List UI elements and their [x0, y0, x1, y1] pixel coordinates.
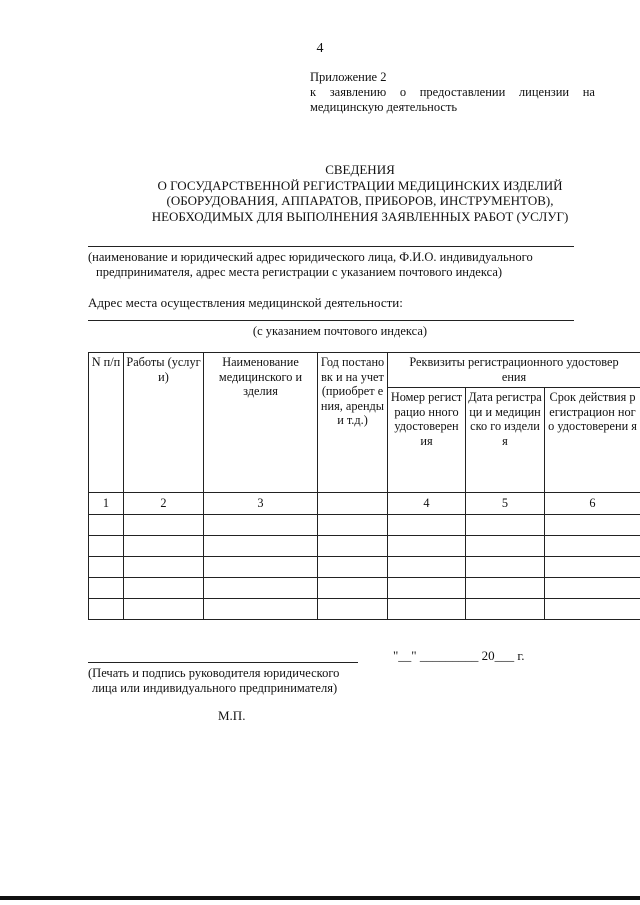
page-bottom-edge: [0, 896, 640, 900]
appendix-subtitle-line: [310, 85, 595, 100]
header-reg-number: Номер регистрацио нного удостоверен ия: [388, 388, 466, 493]
table-header-row: [89, 353, 640, 388]
appendix-word: заявлению: [329, 85, 387, 99]
table-cell[interactable]: [466, 515, 545, 536]
table-row[interactable]: [89, 515, 640, 536]
table-cell[interactable]: [124, 515, 204, 536]
stamp-label: М.П.: [218, 708, 246, 723]
postal-note: (с указанием почтового индекса): [252, 324, 428, 338]
appendix-word: на: [582, 85, 595, 99]
signature-note-line: лица или индивидуального предпринимателя): [92, 681, 338, 695]
header-validity: Срок действия регистрацион ного удостоверени я: [545, 388, 640, 493]
signature-note-line: (Печать и подпись руководителя юридического: [88, 666, 340, 680]
entity-note-line: предпринимателя, адрес места регистрации с указанием почтового индекса): [96, 265, 503, 279]
table-cell: 6: [545, 493, 640, 515]
table-cell[interactable]: [545, 515, 640, 536]
table-cell[interactable]: [466, 557, 545, 578]
header-works: Работы (услуги): [124, 353, 204, 493]
table-cell[interactable]: [89, 578, 124, 599]
title-line: О ГОСУДАРСТВЕННОЙ РЕГИСТРАЦИИ МЕДИЦИНСКИХ ИЗДЕЛИЙ: [157, 177, 563, 193]
table-cell[interactable]: [89, 599, 124, 620]
table-cell[interactable]: [204, 557, 318, 578]
table-row[interactable]: [89, 599, 640, 620]
table-cell[interactable]: [318, 536, 388, 557]
table-cell[interactable]: [204, 578, 318, 599]
appendix-word: о: [399, 85, 407, 99]
signature-line[interactable]: [88, 662, 358, 663]
table-cell[interactable]: [124, 557, 204, 578]
table-cell[interactable]: [318, 599, 388, 620]
table-cell[interactable]: [388, 515, 466, 536]
appendix-word: предоставлении: [419, 85, 506, 99]
table-cell[interactable]: [466, 536, 545, 557]
appendix-word: к: [310, 85, 317, 99]
table-cell[interactable]: [318, 578, 388, 599]
table-cell: 4: [388, 493, 466, 515]
table-cell[interactable]: [318, 557, 388, 578]
table-cell[interactable]: [388, 536, 466, 557]
table-cell[interactable]: [388, 578, 466, 599]
header-requisites: Реквизиты регистрационного удостоверения: [388, 353, 640, 388]
table-cell[interactable]: [89, 515, 124, 536]
appendix-title: Приложение 2: [310, 70, 387, 84]
table-cell[interactable]: [466, 599, 545, 620]
header-year: Год постановк и на учет (приобрет ения, аренды и т.д.): [318, 353, 388, 493]
table-cell[interactable]: [545, 599, 640, 620]
date-line[interactable]: "__" _________ 20___ г.: [393, 648, 525, 663]
table-cell[interactable]: [124, 599, 204, 620]
header-reg-date: Дата регистраци и медицинско го изделия: [466, 388, 545, 493]
appendix-subtitle-end: медицинскую деятельность: [310, 100, 458, 114]
table-cell[interactable]: [545, 578, 640, 599]
document-title: [80, 162, 640, 224]
table-cell[interactable]: [466, 578, 545, 599]
table-cell[interactable]: [124, 578, 204, 599]
table-cell[interactable]: [89, 557, 124, 578]
page-number: 4: [316, 41, 324, 56]
table-row[interactable]: [89, 578, 640, 599]
table-cell[interactable]: [318, 515, 388, 536]
table-cell[interactable]: [204, 599, 318, 620]
signature-note: [88, 666, 388, 696]
header-num: N п/п: [89, 353, 124, 493]
table-cell[interactable]: [545, 557, 640, 578]
registration-table: [88, 352, 640, 620]
table-cell[interactable]: [204, 536, 318, 557]
address-line[interactable]: [88, 320, 574, 321]
table-cell[interactable]: [388, 599, 466, 620]
table-row[interactable]: [89, 557, 640, 578]
table-cell[interactable]: [89, 536, 124, 557]
table-cell: 2: [124, 493, 204, 515]
table-cell[interactable]: [204, 515, 318, 536]
table-row[interactable]: [89, 536, 640, 557]
table-cell[interactable]: [545, 536, 640, 557]
title-line: НЕОБХОДИМЫХ ДЛЯ ВЫПОЛНЕНИЯ ЗАЯВЛЕННЫХ РАБОТ (УСЛУГ): [151, 208, 569, 224]
appendix-header: [310, 70, 595, 115]
entity-name-line[interactable]: [88, 246, 574, 247]
table-cell: 1: [89, 493, 124, 515]
title-line: (ОБОРУДОВАНИЯ, АППАРАТОВ, ПРИБОРОВ, ИНСТРУМЕНТОВ),: [166, 193, 554, 208]
entity-note: [88, 250, 588, 280]
table-cell: 5: [466, 493, 545, 515]
address-label: Адрес места осуществления медицинской деятельности:: [88, 295, 403, 310]
header-device-name: Наименование медицинского изделия: [204, 353, 318, 493]
table-cell[interactable]: [124, 536, 204, 557]
table-cell: [318, 493, 388, 515]
table-numbering-row: [89, 493, 640, 515]
title-line: СВЕДЕНИЯ: [325, 162, 395, 177]
entity-note-line: (наименование и юридический адрес юридического лица, Ф.И.О. индивидуального: [88, 250, 533, 264]
table-cell[interactable]: [388, 557, 466, 578]
table-cell: 3: [204, 493, 318, 515]
appendix-word: лицензии: [518, 85, 570, 99]
